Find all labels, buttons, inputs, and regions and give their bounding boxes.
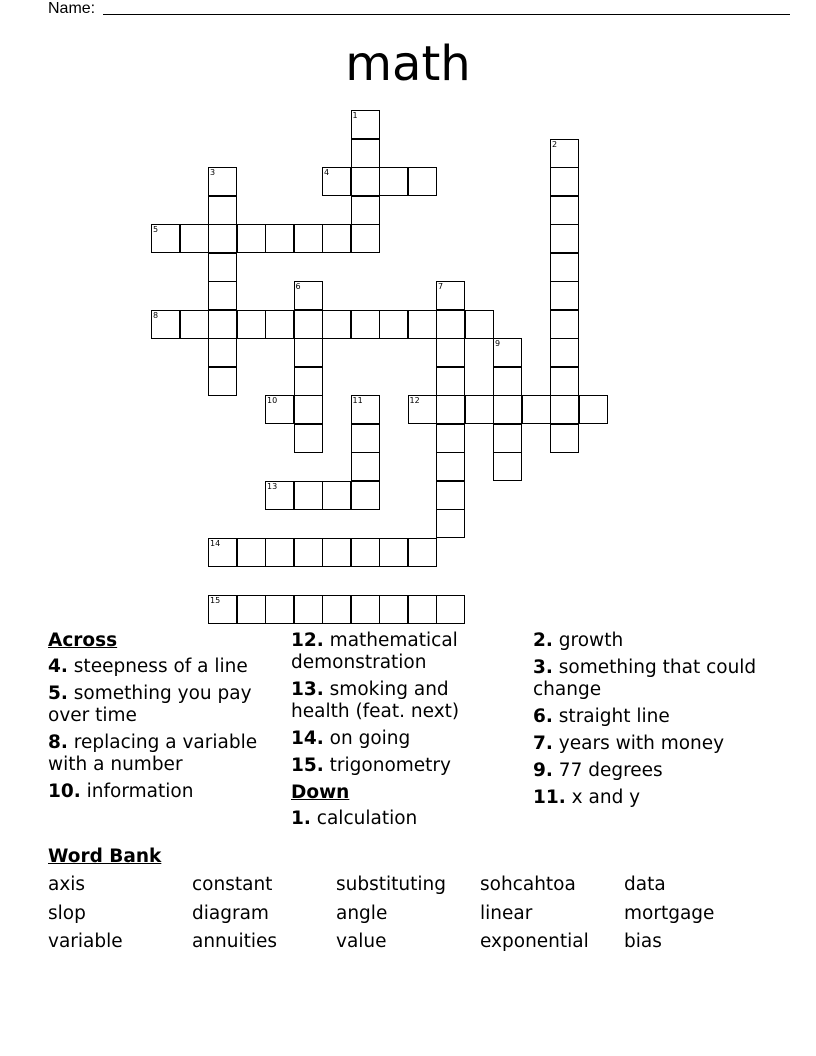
crossword-cell[interactable] [465,310,494,339]
crossword-cell[interactable] [294,538,323,567]
crossword-cell[interactable] [408,538,437,567]
down-heading: Down [291,782,350,803]
crossword-cell[interactable] [379,538,408,567]
crossword-cell[interactable] [322,310,351,339]
crossword-cell[interactable] [294,595,323,624]
crossword-cell[interactable] [550,224,579,253]
crossword-cell[interactable] [351,538,380,567]
crossword-cell[interactable] [237,595,266,624]
word-bank-word: linear [480,903,533,924]
word-bank-word: variable [48,931,123,952]
clue-number: 9 [495,339,501,348]
clue-number: 10 [267,396,278,405]
crossword-cell[interactable] [237,538,266,567]
word-bank-word: data [624,874,666,895]
crossword-cell[interactable] [550,139,579,168]
crossword-cell[interactable] [208,167,237,196]
crossword-cell[interactable] [351,424,380,453]
word-bank-word: axis [48,874,86,895]
word-bank-heading: Word Bank [48,846,162,867]
crossword-cell[interactable] [436,310,465,339]
crossword-cell[interactable] [265,538,294,567]
word-bank-word: constant [192,874,273,895]
crossword-cell[interactable] [408,167,437,196]
crossword-cell[interactable] [408,595,437,624]
clue-across-10: 10. information [48,781,194,802]
word-bank-word: substituting [336,874,446,895]
word-bank-word: angle [336,903,388,924]
crossword-cell[interactable] [408,395,437,424]
word-bank-word: diagram [192,903,269,924]
crossword-cell[interactable] [351,110,380,139]
clue-across-8: 8. replacing a variable with a number [48,732,258,775]
crossword-cell[interactable] [208,595,237,624]
crossword-cell[interactable] [265,481,294,510]
crossword-cell[interactable] [208,338,237,367]
across-heading: Across [48,630,118,651]
name-label: Name: [48,0,96,17]
clue-number: 7 [438,282,444,291]
crossword-cell[interactable] [151,224,180,253]
crossword-cell[interactable] [436,481,465,510]
crossword-cell[interactable] [180,310,209,339]
crossword-cell[interactable] [436,424,465,453]
crossword-cell[interactable] [550,367,579,396]
clue-number: 3 [210,168,216,177]
crossword-cell[interactable] [294,310,323,339]
crossword-cell[interactable] [351,481,380,510]
crossword-cell[interactable] [208,253,237,282]
crossword-cell[interactable] [351,224,380,253]
crossword-cell[interactable] [579,395,608,424]
clue-number: 5 [153,225,159,234]
clues-column-3 [533,630,773,814]
crossword-cell[interactable] [351,595,380,624]
crossword-cell[interactable] [493,452,522,481]
crossword-cell[interactable] [294,481,323,510]
crossword-cell[interactable] [265,595,294,624]
word-bank-word: bias [624,931,662,952]
crossword-cell[interactable] [351,167,380,196]
crossword-cell[interactable] [151,310,180,339]
crossword-cell[interactable] [408,310,437,339]
word-bank [48,846,715,952]
clue-across-15: 15. trigonometry [291,755,451,776]
clue-across-4: 4. steepness of a line [48,656,248,677]
crossword-cell[interactable] [550,310,579,339]
clue-number: 12 [409,396,420,405]
crossword-cell[interactable] [208,224,237,253]
crossword-cell[interactable] [493,367,522,396]
crossword-cell[interactable] [322,224,351,253]
crossword-cell[interactable] [208,367,237,396]
clue-down-11: 11. x and y [533,787,641,808]
crossword-cell[interactable] [322,481,351,510]
crossword-cell[interactable] [294,224,323,253]
crossword-cell[interactable] [550,424,579,453]
clue-number: 2 [552,139,558,149]
clue-down-1: 1. calculation [291,808,418,829]
crossword-cell[interactable] [265,224,294,253]
crossword-cell[interactable] [208,281,237,310]
clues-column-2 [291,630,496,835]
word-bank-word: mortgage [624,903,715,924]
word-bank-word: value [336,931,387,952]
crossword-cell[interactable] [550,338,579,367]
crossword-cell[interactable] [436,367,465,396]
crossword-cell[interactable] [351,395,380,424]
word-bank-word: slop [48,903,86,924]
clue-number: 8 [153,310,159,320]
crossword-cell[interactable] [436,338,465,367]
clue-down-6: 6. straight line [533,706,670,727]
crossword-cell[interactable] [237,224,266,253]
crossword-cell[interactable] [379,167,408,196]
clue-number: 11 [352,396,363,405]
crossword-cell[interactable] [465,395,494,424]
clue-number: 6 [295,282,301,291]
crossword-cell[interactable] [294,424,323,453]
clue-number: 15 [210,595,221,605]
crossword-cell[interactable] [351,310,380,339]
puzzle-title: math [345,36,471,92]
crossword-cell[interactable] [436,452,465,481]
crossword-cell[interactable] [294,281,323,310]
clues-column-1 [48,630,288,808]
crossword-cell[interactable] [351,139,380,168]
crossword-cell[interactable] [522,395,551,424]
crossword-cell[interactable] [493,424,522,453]
clue-down-3: 3. something that could change [533,657,757,700]
crossword-cell[interactable] [351,452,380,481]
crossword-cell[interactable] [322,595,351,624]
crossword-cell[interactable] [208,310,237,339]
crossword-cell[interactable] [550,167,579,196]
crossword-cell[interactable] [322,538,351,567]
crossword-cell[interactable] [208,538,237,567]
crossword-cell[interactable] [379,595,408,624]
crossword-cell[interactable] [436,281,465,310]
crossword-cell[interactable] [294,395,323,424]
crossword-cell[interactable] [436,509,465,538]
clue-down-9: 9. 77 degrees [533,760,663,781]
clue-number: 14 [210,538,221,548]
crossword-cell[interactable] [294,338,323,367]
crossword-cell[interactable] [550,196,579,225]
crossword-cell[interactable] [180,224,209,253]
word-bank-word: sohcahtoa [480,874,576,895]
crossword-cell[interactable] [550,253,579,282]
crossword-cell[interactable] [493,395,522,424]
crossword-cell[interactable] [493,338,522,367]
crossword-cell[interactable] [550,281,579,310]
clue-across-14: 14. on going [291,728,411,749]
word-bank-word: exponential [480,931,589,952]
clue-down-2: 2. growth [533,630,624,651]
clue-number: 1 [352,111,358,120]
crossword-cell[interactable] [294,367,323,396]
clue-down-7: 7. years with money [533,733,725,754]
crossword-cell[interactable] [265,395,294,424]
crossword-cell[interactable] [322,167,351,196]
clue-across-13: 13. smoking and health (feat. next) [291,679,460,722]
clue-across-12: 12. mathematical demonstration [291,630,458,673]
clue-number: 13 [267,481,278,491]
crossword-cell[interactable] [265,310,294,339]
crossword-cell[interactable] [436,395,465,424]
crossword-cell[interactable] [436,595,465,624]
clue-number: 4 [324,168,330,177]
word-bank-word: annuities [192,931,278,952]
clue-across-5: 5. something you pay over time [48,683,252,726]
crossword-cell[interactable] [550,395,579,424]
crossword-cell[interactable] [237,310,266,339]
crossword-cell[interactable] [379,310,408,339]
crossword-cell[interactable] [208,196,237,225]
crossword-cell[interactable] [351,196,380,225]
